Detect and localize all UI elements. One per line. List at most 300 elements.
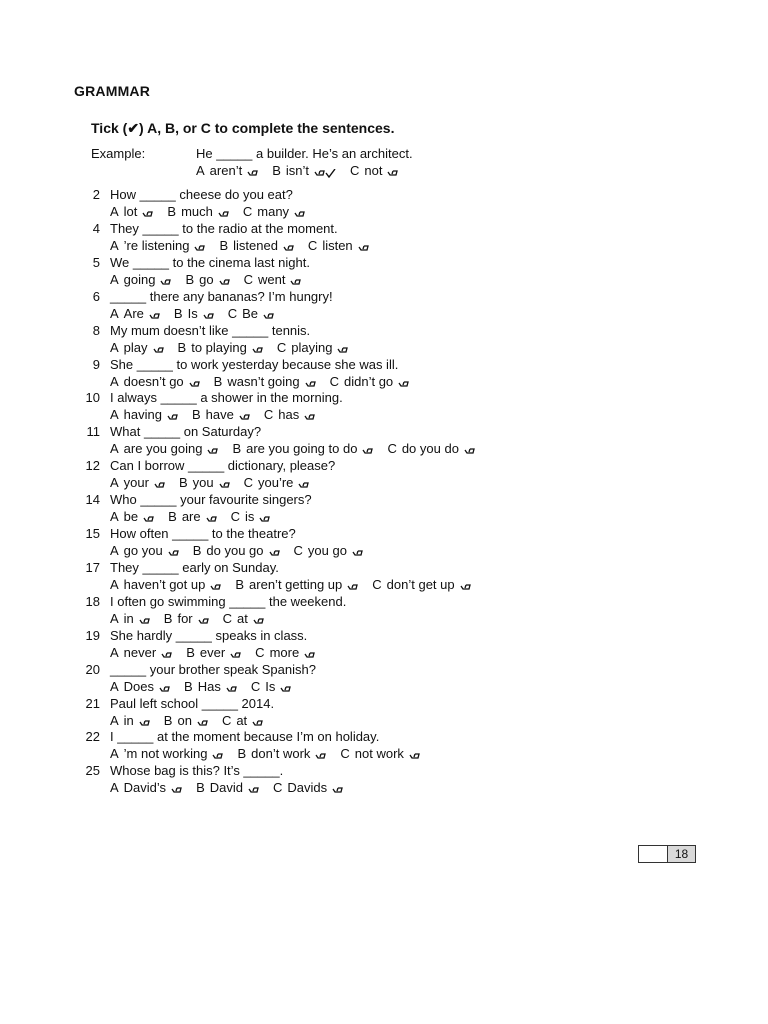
options-row bbox=[110, 203, 319, 220]
option-c[interactable] bbox=[294, 542, 377, 559]
option-c[interactable] bbox=[244, 271, 316, 288]
option-text: doesn’t go bbox=[123, 373, 184, 389]
answer-checkbox[interactable] bbox=[197, 719, 208, 728]
example-label: Example: bbox=[91, 146, 146, 161]
option-letter: A bbox=[110, 339, 119, 355]
option-a[interactable] bbox=[110, 678, 184, 695]
option-letter: C bbox=[293, 543, 303, 558]
option-text: going bbox=[123, 271, 156, 287]
option-c[interactable] bbox=[340, 745, 434, 762]
answer-checkbox[interactable] bbox=[304, 413, 315, 422]
option-c[interactable] bbox=[231, 508, 285, 525]
answer-checkbox[interactable] bbox=[314, 169, 336, 178]
question-text: How _____ cheese do you eat? bbox=[110, 187, 293, 202]
answer-checkbox[interactable] bbox=[159, 685, 170, 694]
options-row bbox=[110, 305, 288, 322]
option-text: lot bbox=[123, 204, 138, 219]
option-b[interactable] bbox=[219, 237, 307, 254]
question-number: 14 bbox=[85, 492, 100, 508]
option-c[interactable] bbox=[330, 373, 424, 390]
answer-checkbox[interactable] bbox=[305, 380, 316, 389]
options-row bbox=[110, 644, 329, 661]
option-a[interactable] bbox=[110, 508, 168, 525]
option-a[interactable] bbox=[110, 542, 193, 559]
option-a[interactable] bbox=[110, 406, 192, 423]
option-c[interactable] bbox=[255, 644, 329, 661]
option-b[interactable] bbox=[192, 406, 264, 423]
option-b[interactable] bbox=[178, 339, 277, 356]
option-text: not work bbox=[354, 746, 404, 762]
option-b[interactable] bbox=[235, 576, 372, 593]
options-row bbox=[110, 610, 278, 627]
question-row bbox=[76, 593, 676, 610]
answer-checkbox[interactable] bbox=[304, 651, 315, 660]
option-letter: C bbox=[272, 780, 283, 796]
question-number: 19 bbox=[85, 627, 100, 643]
instruction-after: ) A, B, or C to complete the sentences. bbox=[139, 120, 395, 136]
option-b[interactable] bbox=[164, 712, 222, 729]
option-letter: C bbox=[230, 509, 240, 525]
option-text: have bbox=[205, 407, 234, 423]
option-c[interactable] bbox=[277, 339, 363, 356]
option-a[interactable] bbox=[110, 440, 232, 457]
option-letter: B bbox=[173, 305, 183, 321]
question-row bbox=[76, 728, 676, 745]
answer-checkbox[interactable] bbox=[248, 786, 259, 795]
answer-checkbox[interactable] bbox=[160, 278, 171, 287]
answer-checkbox[interactable] bbox=[263, 312, 274, 321]
option-text: Is bbox=[187, 305, 198, 321]
option-b[interactable] bbox=[237, 745, 340, 762]
answer-checkbox[interactable] bbox=[139, 719, 150, 728]
answer-checkbox[interactable] bbox=[143, 515, 154, 524]
question-row bbox=[76, 389, 676, 406]
option-letter: A bbox=[110, 475, 119, 491]
option-c[interactable] bbox=[264, 406, 329, 423]
option-c[interactable] bbox=[308, 237, 383, 254]
question-number: 17 bbox=[85, 559, 100, 575]
option-text: listen bbox=[322, 237, 353, 253]
option-text: Are bbox=[123, 305, 144, 321]
answer-checkbox[interactable] bbox=[194, 244, 205, 253]
option-letter: A bbox=[110, 373, 119, 389]
option-letter: C bbox=[255, 644, 265, 660]
question-row bbox=[76, 559, 676, 576]
answer-checkbox[interactable] bbox=[464, 447, 475, 456]
option-letter: A bbox=[110, 441, 119, 457]
answer-checkbox[interactable] bbox=[290, 278, 301, 287]
option-text: Be bbox=[242, 305, 258, 321]
answer-checkbox[interactable] bbox=[460, 583, 471, 592]
question-number: 4 bbox=[92, 220, 100, 236]
option-text: Has bbox=[197, 678, 221, 694]
option-b[interactable] bbox=[174, 305, 228, 322]
option-text: play bbox=[123, 339, 148, 355]
question-number: 12 bbox=[85, 458, 100, 474]
answer-checkbox[interactable] bbox=[269, 549, 280, 558]
answer-checkbox[interactable] bbox=[168, 549, 179, 558]
options-row bbox=[110, 745, 434, 762]
option-b[interactable] bbox=[167, 203, 242, 220]
option-letter: C bbox=[340, 746, 350, 762]
option-text: wasn’t going bbox=[227, 373, 300, 389]
answer-checkbox[interactable] bbox=[189, 380, 200, 389]
question-number: 8 bbox=[92, 322, 100, 338]
option-a[interactable] bbox=[110, 576, 235, 593]
option-a[interactable] bbox=[110, 271, 185, 288]
question-text: They _____ early on Sunday. bbox=[110, 559, 279, 575]
question-text: My mum doesn’t like _____ tennis. bbox=[110, 322, 311, 338]
answer-checkbox[interactable] bbox=[219, 481, 230, 490]
option-text: is bbox=[245, 509, 255, 525]
option-letter: B bbox=[219, 237, 229, 253]
option-text: don’t get up bbox=[386, 576, 455, 592]
answer-checkbox[interactable] bbox=[358, 244, 369, 253]
question-row bbox=[76, 254, 676, 271]
answer-checkbox[interactable] bbox=[409, 752, 420, 761]
option-letter: A bbox=[196, 163, 205, 178]
question-row bbox=[76, 288, 676, 305]
option-text: more bbox=[269, 644, 300, 660]
option-letter: A bbox=[110, 610, 119, 626]
options-row bbox=[110, 237, 383, 254]
question-text: _____ your brother speak Spanish? bbox=[110, 661, 316, 677]
option-c[interactable] bbox=[244, 474, 324, 491]
option-letter: B bbox=[213, 373, 223, 389]
option-letter: C bbox=[227, 305, 238, 321]
option-text: to playing bbox=[191, 339, 247, 355]
question-row bbox=[76, 627, 676, 644]
option-text: don’t work bbox=[251, 746, 311, 762]
question-number: 20 bbox=[85, 661, 100, 677]
options-row bbox=[110, 373, 423, 390]
option-text: go bbox=[199, 271, 214, 287]
option-text: many bbox=[257, 204, 290, 219]
options-row bbox=[110, 779, 357, 796]
answer-checkbox[interactable] bbox=[315, 752, 326, 761]
option-b[interactable] bbox=[184, 678, 251, 695]
answer-checkbox[interactable] bbox=[398, 380, 409, 389]
option-letter: B bbox=[272, 163, 281, 178]
answer-checkbox[interactable] bbox=[337, 346, 348, 355]
answer-checkbox[interactable] bbox=[210, 583, 221, 592]
option-a[interactable] bbox=[110, 474, 179, 491]
option-letter: B bbox=[163, 712, 173, 728]
question-text: I _____ at the moment because I’m on holiday. bbox=[110, 729, 380, 745]
score-total: 18 bbox=[668, 846, 695, 862]
option-letter: C bbox=[329, 373, 340, 389]
option-text: Davids bbox=[287, 780, 328, 796]
option-text: ’re listening bbox=[123, 237, 190, 253]
option-b[interactable] bbox=[186, 644, 255, 661]
option-letter: A bbox=[110, 204, 119, 219]
question-text: How often _____ to the theatre? bbox=[110, 526, 296, 541]
option-text: are bbox=[181, 509, 201, 525]
option-c[interactable] bbox=[372, 576, 484, 593]
options-row bbox=[110, 712, 277, 729]
option-letter: A bbox=[110, 271, 119, 287]
answer-checkbox[interactable] bbox=[198, 617, 209, 626]
option-text: for bbox=[177, 610, 193, 626]
question-text: Who _____ your favourite singers? bbox=[110, 492, 312, 508]
question-text: Paul left school _____ 2014. bbox=[110, 695, 275, 711]
option-letter: B bbox=[232, 441, 242, 457]
answer-checkbox[interactable] bbox=[206, 515, 217, 524]
question-text: I often go swimming _____ the weekend. bbox=[110, 593, 347, 609]
option-c[interactable] bbox=[251, 678, 306, 695]
option-text: in bbox=[123, 610, 134, 626]
answer-checkbox[interactable] bbox=[247, 169, 258, 178]
option-c[interactable] bbox=[222, 712, 277, 729]
score-blank bbox=[639, 846, 668, 862]
question-text: She _____ to work yesterday because she was ill. bbox=[110, 356, 399, 372]
options-row bbox=[110, 339, 362, 356]
option-a[interactable] bbox=[110, 610, 164, 627]
option-c[interactable] bbox=[273, 779, 357, 796]
question-row bbox=[76, 186, 676, 203]
option-letter: A bbox=[110, 780, 119, 796]
answer-checkbox[interactable] bbox=[259, 515, 270, 524]
option-text: ever bbox=[199, 644, 226, 660]
answer-checkbox[interactable] bbox=[161, 651, 172, 660]
option-c[interactable] bbox=[223, 610, 278, 627]
answer-checkbox[interactable] bbox=[167, 413, 178, 422]
question-number: 5 bbox=[92, 254, 100, 270]
question-row bbox=[76, 220, 676, 237]
option-letter: C bbox=[263, 407, 274, 423]
option-text: at bbox=[236, 712, 248, 728]
option-text: Does bbox=[123, 678, 155, 694]
option-text: are you going bbox=[123, 441, 203, 457]
option-letter: C bbox=[350, 163, 360, 178]
option-a[interactable] bbox=[196, 163, 272, 178]
option-letter: B bbox=[184, 678, 193, 694]
answer-checkbox[interactable] bbox=[218, 210, 229, 219]
option-text: David’s bbox=[123, 780, 167, 796]
option-text: playing bbox=[291, 339, 333, 355]
options-row bbox=[110, 474, 323, 491]
option-letter: A bbox=[110, 237, 119, 253]
option-letter: B bbox=[185, 271, 195, 287]
question-text: She hardly _____ speaks in class. bbox=[110, 627, 308, 643]
option-text: aren’t bbox=[209, 163, 243, 178]
example-question: He _____ a builder. He’s an architect. bbox=[196, 146, 413, 161]
option-c[interactable] bbox=[350, 163, 412, 178]
option-letter: A bbox=[110, 712, 119, 728]
option-text: go you bbox=[123, 543, 163, 558]
answer-checkbox[interactable] bbox=[294, 210, 305, 219]
option-letter: B bbox=[235, 576, 245, 592]
question-row bbox=[76, 356, 676, 373]
question-number: 15 bbox=[85, 526, 100, 541]
question-row bbox=[76, 661, 676, 678]
option-b[interactable] bbox=[214, 373, 330, 390]
option-b[interactable] bbox=[272, 163, 350, 178]
question-number: 21 bbox=[85, 695, 100, 711]
answer-checkbox[interactable] bbox=[253, 617, 264, 626]
option-text: be bbox=[123, 509, 139, 525]
answer-checkbox[interactable] bbox=[283, 244, 294, 253]
option-text: didn’t go bbox=[344, 373, 394, 389]
answer-checkbox[interactable] bbox=[280, 685, 291, 694]
option-letter: A bbox=[110, 746, 119, 762]
answer-checkbox[interactable] bbox=[252, 719, 263, 728]
option-text: has bbox=[278, 407, 300, 423]
option-letter: B bbox=[167, 204, 177, 219]
option-b[interactable] bbox=[185, 271, 243, 288]
option-a[interactable] bbox=[110, 712, 164, 729]
option-b[interactable] bbox=[168, 508, 230, 525]
option-c[interactable] bbox=[387, 440, 489, 457]
question-text: _____ there any bananas? I’m hungry! bbox=[110, 288, 333, 304]
option-letter: A bbox=[110, 644, 119, 660]
option-letter: A bbox=[110, 576, 119, 592]
options-row bbox=[110, 576, 485, 593]
option-text: you’re bbox=[258, 475, 294, 491]
option-b[interactable] bbox=[196, 779, 273, 796]
option-text: isn’t bbox=[285, 163, 309, 178]
option-text: your bbox=[123, 475, 149, 491]
option-letter: C bbox=[372, 576, 382, 592]
option-a[interactable] bbox=[110, 745, 237, 762]
answer-checkbox[interactable] bbox=[362, 447, 373, 456]
option-text: aren’t getting up bbox=[249, 576, 343, 592]
option-c[interactable] bbox=[243, 203, 319, 220]
answer-checkbox[interactable] bbox=[252, 346, 263, 355]
option-text: in bbox=[123, 712, 134, 728]
question-text: What _____ on Saturday? bbox=[110, 424, 262, 440]
question-text: We _____ to the cinema last night. bbox=[110, 254, 310, 270]
instruction bbox=[91, 120, 394, 137]
question-number: 22 bbox=[85, 729, 100, 745]
option-letter: B bbox=[192, 543, 202, 558]
answer-checkbox[interactable] bbox=[149, 312, 160, 321]
option-letter: B bbox=[186, 644, 195, 660]
question-number: 6 bbox=[92, 288, 100, 304]
option-text: went bbox=[258, 271, 286, 287]
option-b[interactable] bbox=[179, 474, 244, 491]
option-letter: B bbox=[178, 475, 188, 491]
option-text: do you do bbox=[401, 441, 459, 457]
question-number: 25 bbox=[85, 763, 100, 779]
score-box bbox=[638, 845, 696, 863]
answer-checkbox[interactable] bbox=[219, 278, 230, 287]
answer-checkbox[interactable] bbox=[387, 169, 398, 178]
option-letter: A bbox=[110, 305, 119, 321]
question-row bbox=[76, 322, 676, 339]
answer-checkbox[interactable] bbox=[212, 752, 223, 761]
options-row bbox=[110, 406, 329, 423]
answer-checkbox[interactable] bbox=[171, 786, 182, 795]
answer-checkbox[interactable] bbox=[226, 685, 237, 694]
question-number: 11 bbox=[86, 424, 100, 440]
question-text: They _____ to the radio at the moment. bbox=[110, 220, 338, 236]
option-text: Is bbox=[265, 678, 276, 694]
option-letter: C bbox=[387, 441, 397, 457]
answer-checkbox[interactable] bbox=[142, 210, 153, 219]
question-text: Can I borrow _____ dictionary, please? bbox=[110, 458, 336, 474]
options-row bbox=[110, 440, 489, 457]
option-text: are you going to do bbox=[246, 441, 358, 457]
option-letter: B bbox=[163, 610, 173, 626]
option-letter: C bbox=[276, 339, 287, 355]
option-b[interactable] bbox=[164, 610, 223, 627]
question-number: 9 bbox=[92, 356, 100, 372]
option-letter: C bbox=[307, 237, 318, 253]
answer-checkbox[interactable] bbox=[153, 346, 164, 355]
option-c[interactable] bbox=[228, 305, 288, 322]
option-letter: C bbox=[222, 610, 233, 626]
option-text: listened bbox=[233, 237, 278, 253]
option-text: do you go bbox=[206, 543, 264, 558]
option-letter: B bbox=[196, 780, 205, 796]
option-a[interactable] bbox=[110, 237, 219, 254]
answer-checkbox[interactable] bbox=[352, 549, 363, 558]
option-letter: B bbox=[168, 509, 177, 525]
answer-checkbox[interactable] bbox=[203, 312, 214, 321]
options-row bbox=[110, 508, 284, 525]
question-row bbox=[76, 491, 676, 508]
option-letter: C bbox=[243, 271, 254, 287]
option-letter: A bbox=[110, 543, 119, 558]
option-text: on bbox=[177, 712, 192, 728]
option-a[interactable] bbox=[110, 305, 174, 322]
option-letter: C bbox=[221, 712, 232, 728]
question-row bbox=[76, 525, 676, 542]
option-letter: B bbox=[177, 339, 187, 355]
option-b[interactable] bbox=[193, 542, 294, 559]
answer-checkbox[interactable] bbox=[154, 481, 165, 490]
question-number: 18 bbox=[85, 593, 100, 609]
question-text: I always _____ a shower in the morning. bbox=[110, 390, 343, 406]
options-row bbox=[110, 271, 315, 288]
answer-checkbox[interactable] bbox=[230, 651, 241, 660]
question-text: Whose bag is this? It’s _____. bbox=[110, 763, 284, 779]
option-text: you go bbox=[307, 543, 347, 558]
answer-checkbox[interactable] bbox=[298, 481, 309, 490]
question-row bbox=[76, 762, 676, 779]
option-a[interactable] bbox=[110, 644, 186, 661]
option-text: never bbox=[123, 644, 157, 660]
answer-checkbox[interactable] bbox=[239, 413, 250, 422]
option-text: having bbox=[123, 407, 162, 423]
option-text: you bbox=[192, 475, 214, 491]
answer-checkbox[interactable] bbox=[207, 447, 218, 456]
instruction-before: Tick ( bbox=[91, 120, 128, 136]
option-a[interactable] bbox=[110, 339, 178, 356]
check-icon bbox=[326, 169, 335, 177]
option-letter: C bbox=[243, 475, 253, 491]
section-title: GRAMMAR bbox=[74, 83, 151, 99]
option-letter: B bbox=[237, 746, 247, 762]
example-options bbox=[196, 163, 412, 178]
answer-checkbox[interactable] bbox=[347, 583, 358, 592]
question-row bbox=[76, 457, 676, 474]
answer-checkbox[interactable] bbox=[139, 617, 150, 626]
options-row bbox=[110, 542, 377, 559]
option-letter: C bbox=[242, 204, 253, 219]
answer-checkbox[interactable] bbox=[332, 786, 343, 795]
option-a[interactable] bbox=[110, 203, 167, 220]
option-text: David bbox=[209, 780, 243, 796]
option-text: ’m not working bbox=[123, 746, 208, 762]
option-a[interactable] bbox=[110, 779, 196, 796]
option-b[interactable] bbox=[232, 440, 387, 457]
question-number: 10 bbox=[85, 390, 100, 406]
question-row bbox=[76, 695, 676, 712]
tick-icon: ✔ bbox=[127, 120, 140, 136]
option-a[interactable] bbox=[110, 373, 214, 390]
